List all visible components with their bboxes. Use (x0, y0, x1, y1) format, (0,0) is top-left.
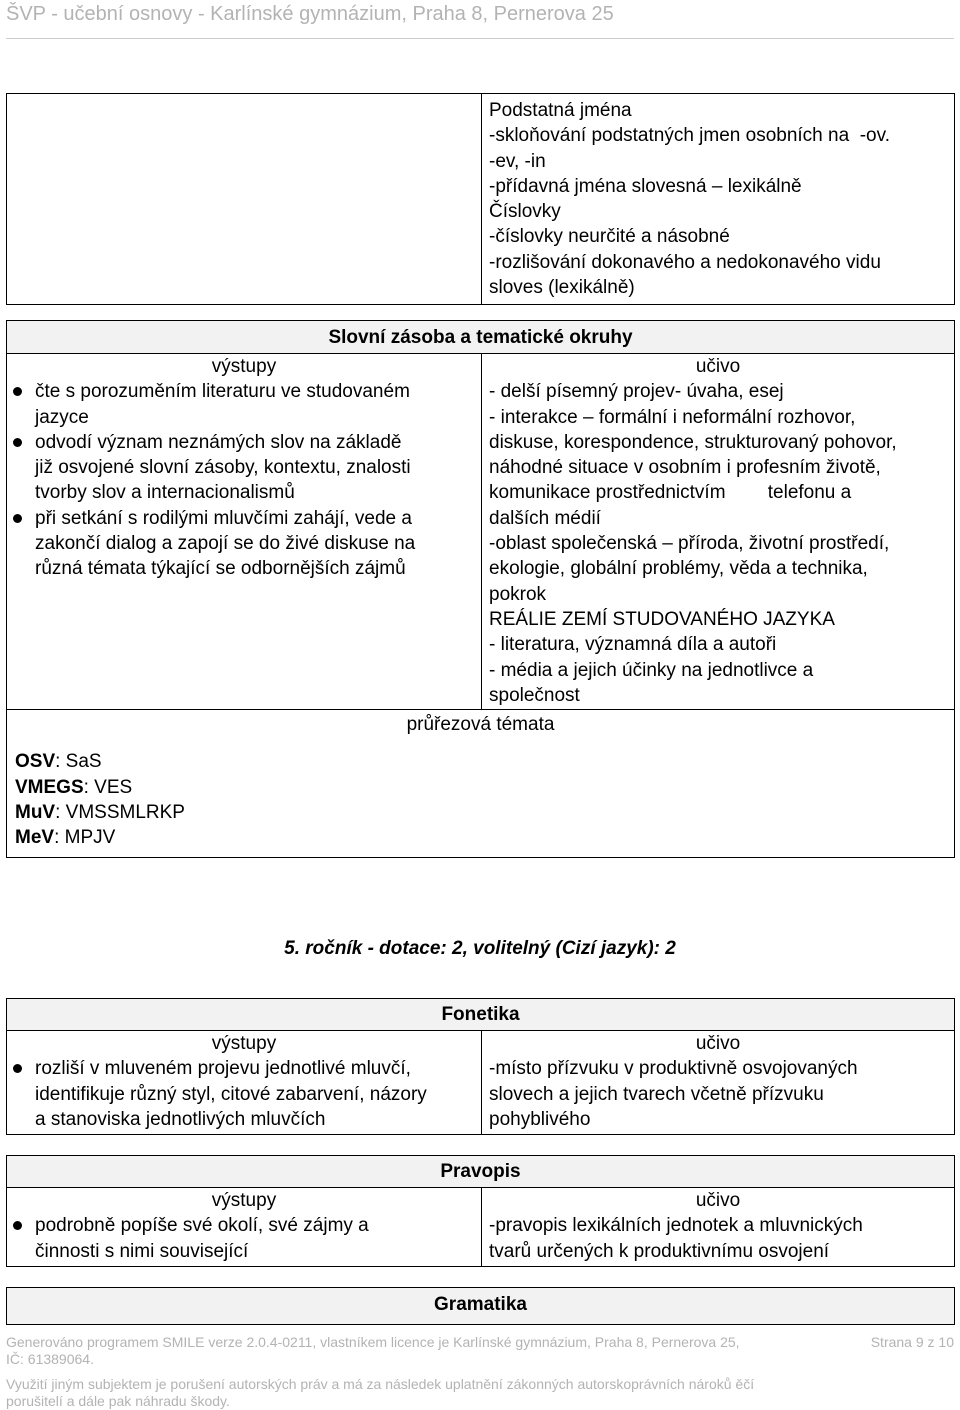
list-item (7, 1213, 481, 1264)
phonetics-outputs-cell (7, 1056, 482, 1134)
footer-line3: Využití jiným subjektem je porušení autorských práv a má za následek uplatnění zákonných autorskoprávních nároků ěčí (6, 1376, 755, 1392)
footer-line2: IČ: 61389064. (6, 1351, 94, 1367)
list-item-line: identifikuje různý styl, citové zabarvení, názory (35, 1083, 427, 1105)
continuation-lines (489, 98, 954, 300)
spelling-outputs-header: výstupy (7, 1188, 482, 1214)
continuation-left-cell (7, 94, 482, 305)
spelling-content-lines (489, 1213, 954, 1264)
cross-topic-item (15, 825, 954, 850)
content-line: - interakce – formální i neformální rozhovor, (489, 406, 856, 428)
spelling-content-cell (482, 1213, 955, 1266)
continuation-right-cell (482, 94, 955, 305)
content-line: společnost (489, 684, 580, 706)
footer-line1: Generováno programem SMILE verze 2.0.4-0211, vlastníkem licence je Karlínské gymnázium, Praha 8, Pernerova 25, (6, 1334, 740, 1350)
list-item (7, 506, 481, 582)
cross-topic-item (15, 775, 954, 800)
content-lines (489, 379, 954, 708)
cross-topic-label: VMEGS (15, 776, 84, 798)
list-item-line: zakončí dialog a zapojí se do živé diskuse na (35, 533, 416, 555)
content-line: REÁLIE ZEMÍ STUDOVANÉHO JAZYKA (489, 608, 835, 630)
phonetics-table-title: Fonetika (7, 999, 955, 1031)
list-item-line: čte s porozuměním literaturu ve studovaném (35, 381, 410, 403)
content-line: - delší písemný projev- úvaha, esej (489, 381, 784, 403)
content-line: sloves (lexikálně) (489, 277, 635, 299)
footer-page-number: Strana 9 z 10 (870, 1334, 954, 1350)
content-line: pokrok (489, 583, 547, 605)
list-item (7, 1056, 481, 1132)
list-item-line: různá témata týkající se odbornějších zájmů (35, 558, 406, 580)
grade-section-heading: 5. ročník - dotace: 2, volitelný (Cizí jazyk): 2 (284, 938, 676, 959)
cross-topic-value: : VMSSMLRKP (55, 802, 185, 824)
vocabulary-table-title: Slovní zásoba a tematické okruhy (7, 321, 955, 354)
phonetics-outputs-list (7, 1056, 481, 1132)
list-item-line: rozliší v mluveném projevu jednotlivé mluvčí, (35, 1058, 411, 1080)
list-item-line: již osvojené slovní zásoby, kontextu, znalosti (35, 457, 411, 479)
content-line: -oblast společenská – příroda, životní prostředí, (489, 533, 890, 555)
outputs-list (7, 379, 481, 581)
phonetics-outputs-header: výstupy (7, 1031, 482, 1057)
list-item-line: činnosti s nimi související (35, 1240, 249, 1262)
phonetics-content-cell (482, 1056, 955, 1134)
list-item-line: při setkání s rodilými mluvčími zahájí, vede a (35, 507, 412, 529)
content-line: pohyblivého (489, 1108, 591, 1130)
spelling-outputs-list (7, 1213, 481, 1264)
content-header: učivo (482, 354, 955, 380)
cross-topic-label: MuV (15, 802, 56, 824)
spelling-content-header: učivo (482, 1188, 955, 1214)
phonetics-content-lines (489, 1056, 954, 1132)
cross-topic-label: OSV (15, 751, 56, 773)
footer-copyright (6, 1376, 954, 1410)
cross-topics-header: průřezová témata (7, 710, 955, 738)
content-line: -místo přízvuku v produktivně osvojovaných (489, 1058, 858, 1080)
content-line: - literatura, významná díla a autoři (489, 634, 777, 656)
cross-topic-value: : VES (83, 776, 133, 798)
continuation-table (6, 93, 955, 305)
grammar-table (6, 1287, 955, 1325)
content-line: Číslovky (489, 201, 561, 223)
content-line: - média a jejich účinky na jednotlivce a (489, 659, 814, 681)
list-item-line: jazyce (35, 406, 89, 428)
content-line: dalších médií (489, 507, 601, 529)
cross-topic-item (15, 800, 954, 825)
content-line: náhodné situace v osobním i profesním životě, (489, 457, 881, 479)
content-cell (482, 379, 955, 709)
content-line: -přídavná jména slovesná – lexikálně (489, 175, 802, 197)
content-line: komunikace prostřednictvím telefonu a (489, 482, 852, 504)
grammar-table-title: Gramatika (7, 1288, 955, 1325)
content-line: -číslovky neurčité a násobné (489, 226, 730, 248)
cross-topic-label: MeV (15, 827, 55, 849)
cross-topic-value: : MPJV (54, 827, 116, 849)
content-line: tvarů určených k produktivnímu osvojení (489, 1240, 830, 1262)
cross-topics-cell (7, 737, 955, 857)
content-line: ekologie, globální problémy, věda a technika, (489, 558, 868, 580)
cross-topics-list (15, 749, 954, 850)
footer-generated (6, 1334, 954, 1368)
content-line: -skloňování podstatných jmen osobních na -ov. (489, 125, 890, 147)
list-item-line: odvodí význam neznámých slov na základě (35, 431, 402, 453)
header-divider (6, 38, 954, 39)
content-line: Podstatná jména (489, 100, 632, 121)
outputs-cell (7, 379, 482, 709)
phonetics-content-header: učivo (482, 1031, 955, 1057)
content-line: -pravopis lexikálních jednotek a mluvnických (489, 1215, 863, 1237)
content-line: -ev, -in (489, 150, 546, 172)
content-line: -rozlišování dokonavého a nedokonavého vidu (489, 251, 881, 273)
cross-topic-item (15, 749, 954, 774)
list-item (7, 379, 481, 430)
spelling-outputs-cell (7, 1213, 482, 1266)
footer-line4: porušitelí a dále pak náhradu škody. (6, 1393, 230, 1409)
list-item-line: tvorby slov a internacionalismů (35, 482, 295, 504)
document-header-title: ŠVP - učební osnovy - Karlínské gymnázium, Praha 8, Pernerova 25 (6, 3, 614, 25)
spelling-table (6, 1155, 955, 1267)
spelling-table-title: Pravopis (7, 1156, 955, 1188)
cross-topic-value: : SaS (55, 751, 102, 773)
content-line: diskuse, korespondence, strukturovaný pohovor, (489, 431, 897, 453)
list-item-line: a stanoviska jednotlivých mluvčích (35, 1108, 326, 1130)
outputs-header: výstupy (7, 354, 482, 380)
phonetics-table (6, 998, 955, 1135)
list-item (7, 430, 481, 506)
content-line: slovech a jejich tvarech včetně přízvuku (489, 1083, 824, 1105)
list-item-line: podrobně popíše své okolí, své zájmy a (35, 1215, 369, 1237)
vocabulary-table (6, 320, 955, 858)
